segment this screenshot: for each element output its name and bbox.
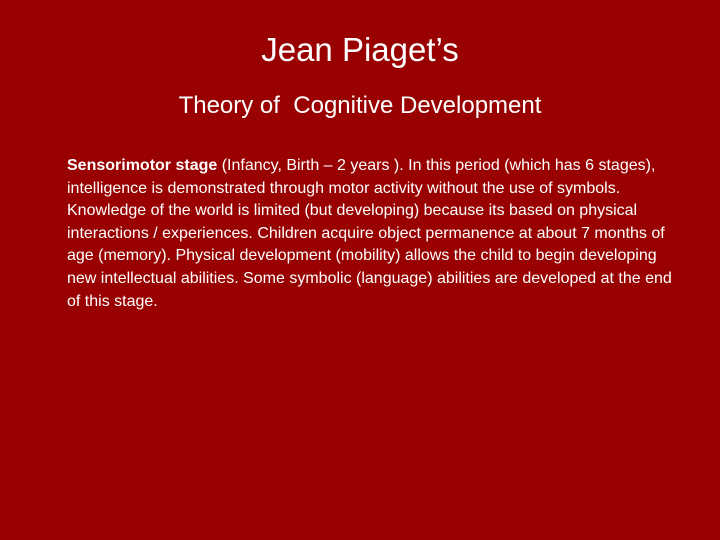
- stage-description: (Infancy, Birth – 2 years ). In this period (which has 6 stages), intelligence is demonstrated through motor activity without the use of symbols. Knowledge of the world is limited (but developing) because its based on physical interactions / experiences. Children acquire object permanence at about 7 months of age (memory). Physical development (mobility) allows the child to begin developing new intellectual abilities. Some symbolic (language) abilities are developed at the end of this stage.: [67, 157, 672, 310]
- slide-body: [67, 155, 677, 313]
- slide-title: Jean Piaget’s: [261, 31, 459, 68]
- slide-subtitle: Theory of Cognitive Development: [178, 92, 542, 119]
- stage-name: Sensorimotor stage: [67, 157, 218, 174]
